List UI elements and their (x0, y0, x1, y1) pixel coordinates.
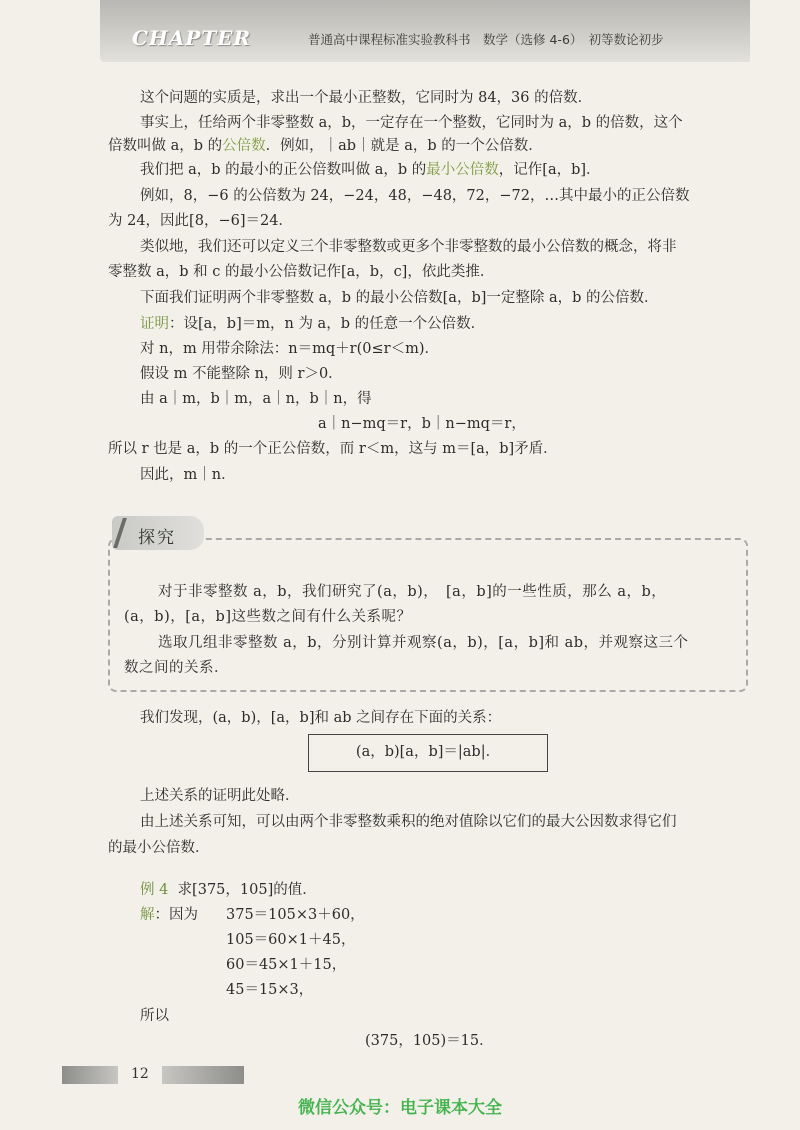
paragraph-line: 这个问题的实质是，求出一个最小正整数，它同时为 84，36 的倍数． (140, 90, 593, 106)
proof-label: 证明 (140, 316, 169, 332)
solution-step: 60＝45×1＋15， (226, 957, 347, 973)
explore-line: 对于非零整数 a，b，我们研究了(a，b)， [a，b]的一些性质，那么 a，b， (158, 584, 667, 600)
example-question: 求[375，105]的值． (177, 882, 317, 898)
explore-line: 选取几组非零整数 a，b，分别计算并观察(a，b)，[a，b]和 ab，并观察这三个 (158, 635, 689, 651)
wechat-watermark: 微信公众号：电子课本大全 (298, 1098, 502, 1118)
book-title: 普通高中课程标准实验教科书 数学（选修 4-6） 初等数论初步 (308, 32, 664, 47)
solution-step: 375＝105×3＋60， (226, 907, 365, 923)
proof-line: 对 n，m 用带余除法：n＝mq＋r(0≤r＜m)． (140, 341, 439, 357)
proof-line (140, 314, 485, 334)
explore-line: 数之间的关系． (124, 660, 229, 676)
proof-line: 因此，m｜n． (140, 467, 236, 483)
text-span: 我们把 a，b 的最小的正公倍数叫做 a，b 的 (140, 162, 427, 178)
paragraph-line: 零整数 a，b 和 c 的最小公倍数记作[a，b，c]，依此类推． (108, 264, 495, 280)
paragraph-line: 类似地，我们还可以定义三个非零整数或更多个非零整数的最小公倍数的概念，将非 (140, 239, 677, 255)
text-span: ：设[a，b]＝m，n 为 a，b 的任意一个公倍数． (169, 316, 486, 332)
solution-so: 所以 (140, 1008, 169, 1024)
proof-line: 由 a｜m，b｜m，a｜n，b｜n，得 (140, 391, 372, 407)
explore-title: 探究 (138, 528, 176, 548)
formula: (a，b)[a，b]＝|ab|． (355, 744, 501, 760)
paragraph-line: 事实上，任给两个非零整数 a，b，一定存在一个整数，它同时为 a，b 的倍数，这个 (140, 115, 683, 131)
proof-formula: a｜n−mq＝r，b｜n−mq＝r， (318, 416, 526, 432)
paragraph-line (108, 136, 543, 156)
solution-result: (375，105)＝15． (365, 1033, 494, 1049)
paragraph-line: 例如，8，−6 的公倍数为 24，−24，48，−48，72，−72，…其中最小的正公倍数 (140, 188, 690, 204)
example-label: 例 4 (140, 882, 169, 898)
discovery-line: 由上述关系可知，可以由两个非零整数乘积的绝对值除以它们的最大公因数求得它们 (140, 814, 677, 830)
text-span: ：因为 (154, 907, 198, 923)
solution-label: 解 (140, 907, 155, 923)
proof-line: 所以 r 也是 a，b 的一个正公倍数，而 r＜m，这与 m＝[a，b]矛盾． (108, 441, 558, 457)
paragraph-line (140, 160, 601, 180)
term-common-multiple: 公倍数 (222, 138, 266, 154)
discovery-line: 的最小公倍数． (108, 840, 210, 856)
solution-step: 45＝15×3， (226, 982, 314, 998)
explore-line: (a，b)，[a，b]这些数之间有什么关系呢？ (124, 609, 412, 625)
solution-step: 105＝60×1＋45， (226, 932, 356, 948)
text-span: 倍数叫做 a，b 的 (108, 138, 223, 154)
discovery-line: 上述关系的证明此处略． (140, 788, 300, 804)
discovery-intro: 我们发现，(a，b)，[a，b]和 ab 之间存在下面的关系： (140, 710, 502, 726)
footer-decoration (62, 1066, 118, 1084)
text-span: ．例如，｜ab｜就是 a，b 的一个公倍数． (265, 138, 543, 154)
text-span: ，记作[a，b]． (498, 162, 601, 178)
page-header (100, 0, 750, 62)
proof-line: 假设 m 不能整除 n，则 r＞0． (140, 366, 343, 382)
solution-line (140, 905, 198, 925)
footer-decoration (162, 1066, 244, 1084)
chapter-label: CHAPTER (132, 26, 252, 50)
paragraph-line: 下面我们证明两个非零整数 a，b 的最小公倍数[a，b]一定整除 a，b 的公倍数． (140, 290, 659, 306)
example-line (140, 880, 317, 900)
page-number: 12 (131, 1066, 149, 1082)
term-lcm: 最小公倍数 (426, 162, 499, 178)
paragraph-line: 为 24，因此[8，−6]＝24． (108, 213, 293, 229)
